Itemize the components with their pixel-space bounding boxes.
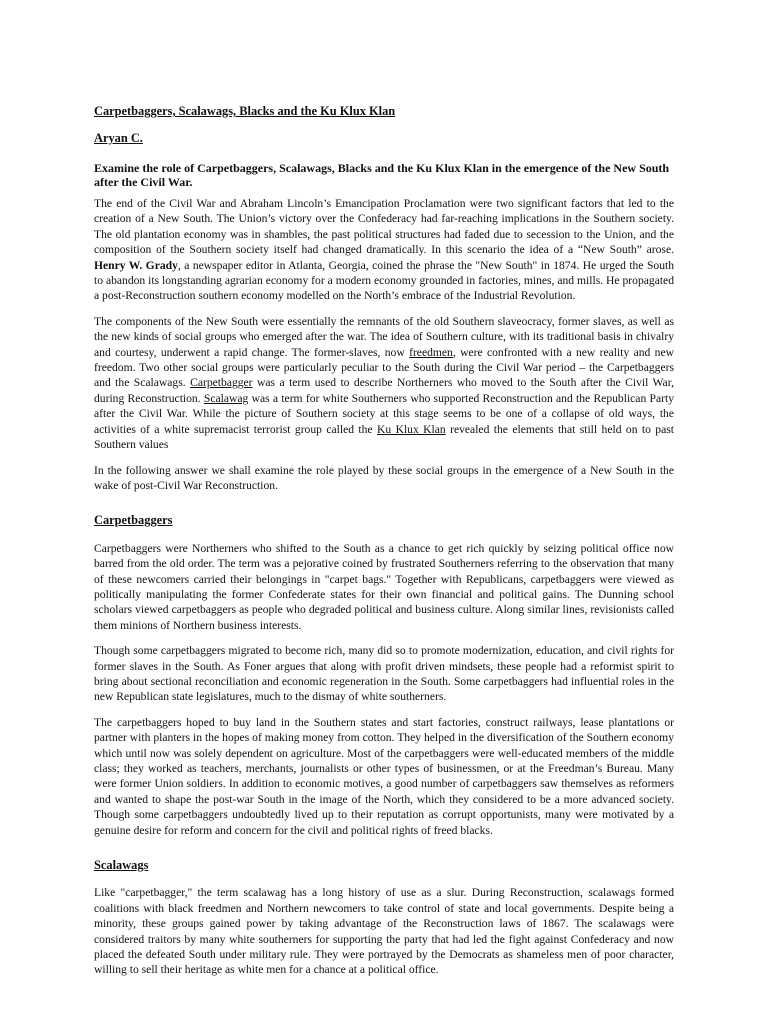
document-author: Aryan C.: [94, 131, 143, 146]
paragraph-text: was a term for white Southerners who supported Reconstruction and the Republican Party after the Civil War. While the picture of Southern society at this stage seems to be one of a collapse of old ways, the activities of a white supremacist terrorist group called the: [94, 391, 674, 436]
paragraph-carpetbaggers-1: Carpetbaggers were Northerners who shifted to the South as a chance to get rich quickly by seizing political office now barred from the old order. The term was a pejorative coined by frustrated Southerners referring to the observation that many of these newcomers carried their belongings in "carpet bags." Together with Republicans, carpetbaggers were viewed as politically manipulating the former Confederate states for their own financial and political gains. The Dunning school scholars viewed carpetbaggers as people who degraded political and business culture. Along similar lines, revisionists called them minions of Northern business interests.: [94, 541, 674, 632]
essay-question: Examine the role of Carpetbaggers, Scalawags, Blacks and the Ku Klux Klan in the emergence of the New South after the Civil War.: [94, 160, 670, 190]
link-carpetbagger[interactable]: Carpetbagger: [190, 376, 253, 390]
paragraph-components: [94, 314, 674, 453]
paragraph-scalawags-1: Like "carpetbagger," the term scalawag has a long history of use as a slur. During Reconstruction, scalawags formed coalitions with black freedmen and Northern newcomers to take control of state and local governments. Despite being a minority, these groups gained power by taking advantage of the Reconstruction laws of 1867. The scalawags were considered traitors by many white southerners for supporting the party that had led the fight against Confederacy and now placed the defeated South under military rule. They were portrayed by the Democrats as shameless men of poor character, willing to sell their heritage as white men for a chance at a political office.: [94, 886, 674, 977]
paragraph-text: was a term used to describe Northerners who moved to the South after the Civil War, during Reconstruction.: [94, 376, 674, 405]
paragraph-intro-text: The end of the Civil War and Abraham Lincoln’s Emancipation Proclamation were two significant factors that led to the creation of a New South. The Union’s victory over the Confederacy had far-reaching implications in the Southern society. The old plantation economy was in shambles, the past political structures had faded due to secession to the Union, and the composition of the Southern society itself had changed dramatically. In this scenario the idea of a “New South” arose.: [94, 197, 674, 257]
link-ku-klux-klan[interactable]: Ku Klux Klan: [377, 422, 446, 436]
paragraph-text: , were confronted with a new reality and new freedom. Two other social groups were particularly peculiar to the South during the Civil War period – the Carpetbaggers and the Scalawags.: [94, 345, 674, 390]
paragraph-text: The components of the New South were essentially the remnants of the old Southern slaveocracy, former slaves, as well as the new kinds of social groups who emerged after the war. The idea of Southern culture, with its traditional basis in chivalry and courtesy, underwent a rapid change. The former-slaves, now: [94, 314, 674, 359]
document-title: Carpetbaggers, Scalawags, Blacks and the Ku Klux Klan: [94, 104, 396, 118]
person-name: Henry W. Grady: [94, 258, 178, 272]
section-heading-carpetbaggers: Carpetbaggers: [94, 513, 173, 528]
paragraph-intro: [94, 196, 674, 304]
paragraph-overview: In the following answer we shall examine the role played by these social groups in the emergence of a New South in the wake of post-Civil War Reconstruction.: [94, 463, 674, 492]
paragraph-carpetbaggers-2: Though some carpetbaggers migrated to become rich, many did so to promote modernization, education, and civil rights for former slaves in the South. As Foner argues that along with profit driven mindsets, these people had a reformist spirit to bring about sectional reconciliation and economic regeneration in the South. Some carpetbaggers had influential roles in the new Republican state legislatures, much to the dismay of white southerners.: [94, 644, 674, 704]
link-scalawag[interactable]: Scalawag: [203, 391, 249, 405]
link-freedmen[interactable]: freedmen: [409, 345, 453, 359]
paragraph-carpetbaggers-3: The carpetbaggers hoped to buy land in the Southern states and start factories, construct railways, lease plantations or partner with planters in the hopes of making money from cotton. They helped in the diversification of the Southern economy which until now was solely dependent on agriculture. Most of the carpetbaggers were well-educated members of the middle class; they worked as teachers, merchants, journalists or other types of businessmen, or at the Freedman’s Bureau. Many were former Union soldiers. In addition to economic motives, a good number of carpetbaggers saw themselves as reformers and wanted to shape the post-war South in the image of the North, which they considered to be a more advanced society. Though some carpetbaggers undoubtedly lived up to their reputation as corrupt opportunists, many were motivated by a genuine desire for reform and concern for the civil and political rights of freed blacks.: [94, 715, 674, 837]
paragraph-intro-text-cont: , a newspaper editor in Atlanta, Georgia, coined the phrase the "New South" in 1874. He urged the South to abandon its longstanding agrarian economy for a modern economy grounded in factories, mines, and mills. He propagated a post-Reconstruction southern economy modelled on the North’s embrace of the Industrial Revolution.: [94, 258, 675, 303]
paragraph-text: revealed the elements that still held on to past Southern values: [94, 422, 674, 452]
section-heading-scalawags: Scalawags: [94, 858, 149, 873]
